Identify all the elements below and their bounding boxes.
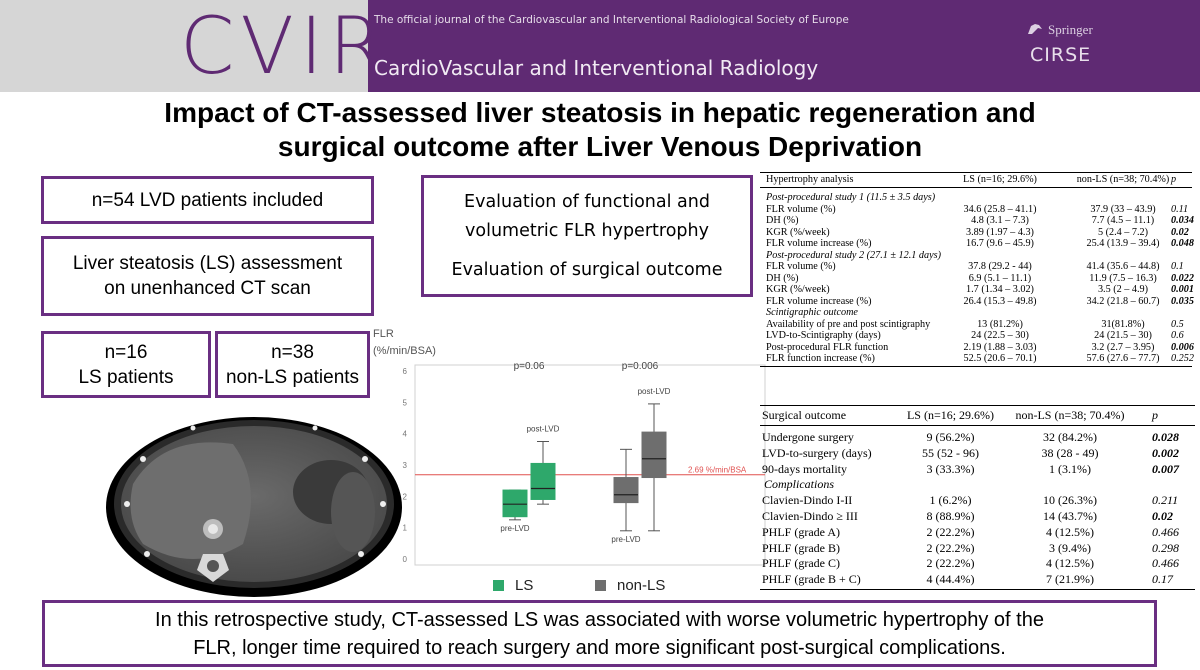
table-section-row: [760, 307, 1192, 319]
nonls-value: 14 (43.7%): [1043, 509, 1097, 523]
p-value: 0.466: [1152, 524, 1179, 539]
table-section-row: [760, 192, 1192, 204]
p-value: 0.466: [1152, 556, 1179, 571]
table-header-rule: [760, 187, 1192, 188]
table-row: [760, 446, 1195, 461]
hypertrophy-table: [760, 172, 1200, 382]
nonls-value: 5 (2.4 – 7.2): [1097, 226, 1149, 238]
header-ls: LS (n=16; 29.6%): [906, 408, 995, 422]
ls-count: n=16: [104, 341, 148, 363]
y-axis-label: FLR: [373, 328, 394, 340]
nonls-value: 25.4 (13.9 – 39.4): [1086, 238, 1160, 249]
p-value: 0.006: [1171, 341, 1194, 353]
nonls-value: 41.4 (35.6 – 44.8): [1086, 261, 1160, 272]
box-ls-post-lvd: [531, 463, 555, 499]
section-label: Scintigraphic outcome: [766, 307, 858, 318]
row-label: FLR volume (%): [766, 203, 836, 215]
flr-box-plot: [373, 327, 773, 595]
p-value: 0.002: [1152, 445, 1179, 460]
p-value: 0.6: [1171, 330, 1184, 341]
ls-value: 2 (22.2%): [926, 556, 975, 571]
reference-line-label: 2.69 %/min/BSA: [688, 465, 747, 475]
p-value: 0.028: [1152, 430, 1179, 444]
p-value-label: p=0.006: [621, 361, 659, 372]
header-nonls: non-LS (n=38; 70.4%): [1015, 408, 1125, 422]
ls-value: 16.7 (9.6 – 45.9): [966, 238, 1034, 249]
nonls-value: 37.9 (33 – 43.9): [1090, 203, 1156, 215]
nonls-value: 11.9 (7.5 – 16.3): [1089, 272, 1157, 284]
table-row: [760, 238, 1192, 250]
nonls-value: 1 (3.1%): [1049, 461, 1091, 476]
header-p: p: [1171, 174, 1177, 185]
header-label: Hypertrophy analysis: [766, 174, 854, 185]
nonls-value: 3.2 (2.7 – 3.95): [1091, 341, 1155, 353]
legend-label: non-LS: [617, 577, 666, 594]
table-row: [760, 204, 1192, 216]
y-tick-label: 0: [402, 555, 407, 564]
table-top-rule: [760, 405, 1195, 406]
ls-value: 2 (22.2%): [926, 524, 975, 539]
table-row: [760, 342, 1192, 354]
nonls-value: 10 (26.3%): [1043, 493, 1097, 508]
table-row: [760, 273, 1192, 285]
ls-value: 4.8 (3.1 – 7.3): [971, 215, 1029, 226]
p-value: 0.001: [1171, 284, 1194, 295]
row-label: Clavien-Dindo I-II: [762, 493, 853, 508]
table-header-row: [760, 408, 1195, 423]
nonls-group-box: [215, 331, 370, 398]
ls-value: 1.7 (1.34 – 3.02): [966, 284, 1034, 295]
evaluation-box: [421, 175, 753, 297]
nonls-value: 34.2 (21.8 – 60.7): [1086, 295, 1160, 307]
ls-value: 6.9 (5.1 – 11.1): [968, 272, 1032, 284]
table-bottom-rule: [760, 366, 1192, 367]
p-value: 0.007: [1152, 461, 1179, 476]
p-value: 0.02: [1171, 226, 1189, 238]
nonls-group-label: non-LS patients: [225, 366, 360, 388]
ls-group-label: LS patients: [78, 366, 174, 388]
box-non-ls-pre-lvd: [614, 478, 638, 503]
header-label: Surgical outcome: [762, 408, 847, 422]
section-label: Post-procedural study 2 (27.1 ± 12.1 days): [766, 249, 941, 261]
nonls-value: 32 (84.2%): [1043, 430, 1097, 444]
row-label: Post-procedural FLR function: [766, 341, 889, 353]
ls-value: 52.5 (20.6 – 70.1): [963, 353, 1037, 364]
row-label: PHLF (grade A): [762, 524, 840, 539]
row-label: LVD-to-Scintigraphy (days): [766, 330, 881, 341]
table-row: [760, 556, 1195, 571]
title-line-2: surgical outcome after Liver Venous Deprivation: [277, 131, 923, 162]
journal-tagline: The official journal of the Cardiovascular and Interventional Radiological Society of Europe: [374, 14, 849, 26]
y-axis-label-unit: (%/min/BSA): [373, 345, 436, 357]
ls-value: 3.89 (1.97 – 4.3): [966, 226, 1034, 238]
table-row: [760, 430, 1195, 445]
table-row: [760, 284, 1192, 296]
row-label: DH (%): [766, 272, 799, 284]
header-p: p: [1152, 408, 1158, 422]
row-label: PHLF (grade B + C): [762, 572, 861, 587]
journal-logo: CVIR: [180, 2, 390, 92]
row-label: PHLF (grade B): [762, 540, 840, 555]
conclusion-box: [42, 600, 1157, 667]
table-row: [760, 353, 1192, 365]
table-row: [760, 261, 1192, 273]
row-label: KGR (%/week): [766, 284, 830, 295]
nonls-value: 38 (28 - 49): [1041, 445, 1099, 460]
y-tick-label: 4: [402, 429, 407, 439]
box-label: post-LVD: [637, 386, 671, 396]
header-nonls: non-LS (n=38; 70.4%): [1076, 174, 1170, 185]
row-label: FLR volume (%): [766, 261, 836, 272]
table-row: [760, 572, 1195, 587]
nonls-value: 3.5 (2 – 4.9): [1097, 284, 1149, 295]
table-row: [760, 227, 1192, 239]
table-row: [760, 525, 1195, 540]
nonls-value: 3 (9.4%): [1049, 540, 1091, 555]
table-row: [760, 541, 1195, 556]
row-label: Availability of pre and post scintigraphy: [766, 318, 931, 330]
table-row: [760, 330, 1192, 342]
p-value: 0.1: [1171, 261, 1184, 272]
p-value: 0.5: [1171, 318, 1184, 330]
conclusion-line-2: FLR, longer time required to reach surgery and more significant post-surgical complications.: [193, 636, 1006, 659]
row-label: Undergone surgery: [762, 430, 854, 444]
row-label: FLR volume increase (%): [766, 295, 872, 307]
table-row: [760, 493, 1195, 508]
evaluation-line-1: Evaluation of functional and: [464, 191, 710, 212]
y-tick-label: 1: [402, 523, 407, 533]
patients-included-box: [41, 176, 374, 224]
nonls-count: n=38: [271, 341, 314, 363]
ls-value: 2.19 (1.88 – 3.03): [963, 341, 1037, 353]
surgical-outcome-table: [760, 405, 1200, 595]
nonls-value: 24 (21.5 – 30): [1094, 330, 1152, 341]
table-bottom-rule: [760, 589, 1195, 590]
nonls-value: 7.7 (4.5 – 11.1): [1091, 215, 1155, 226]
conclusion-line-1: In this retrospective study, CT-assessed LS was associated with worse volumetric hypertrophy of the: [155, 608, 1044, 631]
ls-group-box: [41, 331, 211, 398]
box-label: pre-LVD: [500, 523, 530, 533]
poster-title: [0, 96, 1200, 164]
p-value: 0.034: [1171, 215, 1194, 226]
ls-value: 9 (56.2%): [926, 430, 975, 444]
evaluation-line-2: volumetric FLR hypertrophy: [465, 220, 709, 241]
legend-swatch: [493, 580, 504, 591]
p-value: 0.17: [1152, 572, 1173, 587]
section-label: Complications: [764, 477, 835, 492]
row-label: LVD-to-surgery (days): [762, 445, 872, 460]
ls-assessment-line-1: Liver steatosis (LS) assessment: [72, 253, 343, 274]
box-non-ls-post-lvd: [642, 432, 666, 477]
row-label: Clavien-Dindo ≥ III: [762, 509, 858, 523]
section-label: Post-procedural study 1 (11.5 ± 3.5 days): [766, 192, 936, 203]
table-row: [760, 319, 1192, 331]
p-value: 0.298: [1152, 540, 1179, 555]
ct-scan-image: [103, 404, 405, 598]
springer-horse-icon: [1026, 22, 1044, 36]
table-row: [760, 509, 1195, 524]
ls-value: 24 (22.5 – 30): [971, 330, 1029, 341]
journal-name: CardioVascular and Interventional Radiology: [374, 56, 819, 80]
table-row: [760, 215, 1192, 227]
nonls-value: 31(81.8%): [1101, 318, 1145, 330]
ls-value: 3 (33.3%): [926, 461, 975, 476]
evaluation-line-3: Evaluation of surgical outcome: [451, 259, 723, 280]
ls-assessment-box: [41, 236, 374, 316]
box-label: pre-LVD: [611, 534, 641, 544]
ls-value: 37.8 (29.2 - 44): [968, 261, 1032, 272]
patients-included-text: n=54 LVD patients included: [91, 189, 324, 211]
row-label: FLR volume increase (%): [766, 238, 872, 249]
ls-assessment-line-2: on unenhanced CT scan: [104, 278, 311, 299]
row-label: DH (%): [766, 215, 799, 226]
row-label: KGR (%/week): [766, 226, 830, 238]
ls-value: 1 (6.2%): [929, 493, 972, 508]
nonls-value: 4 (12.5%): [1046, 556, 1094, 571]
ls-value: 55 (52 - 96): [922, 445, 979, 460]
p-value: 0.022: [1171, 272, 1194, 284]
ls-value: 34.6 (25.8 – 41.1): [963, 203, 1037, 215]
legend-label: LS: [515, 577, 534, 594]
table-section-row: [760, 250, 1192, 262]
p-value: 0.035: [1171, 295, 1194, 307]
table-section-row: [760, 477, 1195, 492]
y-tick-label: 6: [402, 367, 407, 376]
springer-label: Springer: [1048, 22, 1093, 37]
table-row: [760, 296, 1192, 308]
p-value: 0.211: [1152, 493, 1179, 508]
p-value: 0.048: [1171, 238, 1194, 249]
title-line-1: Impact of CT-assessed liver steatosis in hepatic regeneration and: [164, 97, 1036, 128]
row-label: 90-days mortality: [762, 461, 847, 476]
p-value-label: p=0.06: [513, 361, 545, 372]
cirse-logo: CIRSE: [1030, 44, 1092, 66]
table-row: [760, 462, 1195, 477]
row-label: FLR function increase (%): [766, 353, 875, 364]
ls-value: 13 (81.2%): [977, 318, 1023, 330]
table-header-row: [760, 174, 1192, 186]
header-ls: LS (n=16; 29.6%): [963, 174, 1037, 185]
ls-value: 26.4 (15.3 – 49.8): [963, 295, 1037, 307]
p-value: 0.02: [1152, 509, 1173, 523]
ls-value: 8 (88.9%): [926, 509, 975, 523]
ls-value: 4 (44.4%): [926, 572, 975, 587]
table-header-rule: [760, 425, 1195, 426]
table-top-rule: [760, 172, 1192, 173]
box-ls-pre-lvd: [503, 490, 527, 517]
nonls-value: 4 (12.5%): [1046, 524, 1094, 539]
y-tick-label: 3: [402, 461, 407, 470]
p-value: 0.11: [1171, 203, 1189, 215]
nonls-value: 7 (21.9%): [1046, 572, 1094, 587]
legend-swatch: [595, 580, 606, 591]
nonls-value: 57.6 (27.6 – 77.7): [1086, 353, 1160, 364]
ls-value: 2 (22.2%): [926, 540, 975, 555]
p-value: 0.252: [1171, 353, 1194, 364]
y-tick-label: 2: [402, 492, 407, 502]
box-label: post-LVD: [526, 424, 560, 434]
row-label: PHLF (grade C): [762, 556, 840, 571]
y-tick-label: 5: [402, 398, 407, 408]
